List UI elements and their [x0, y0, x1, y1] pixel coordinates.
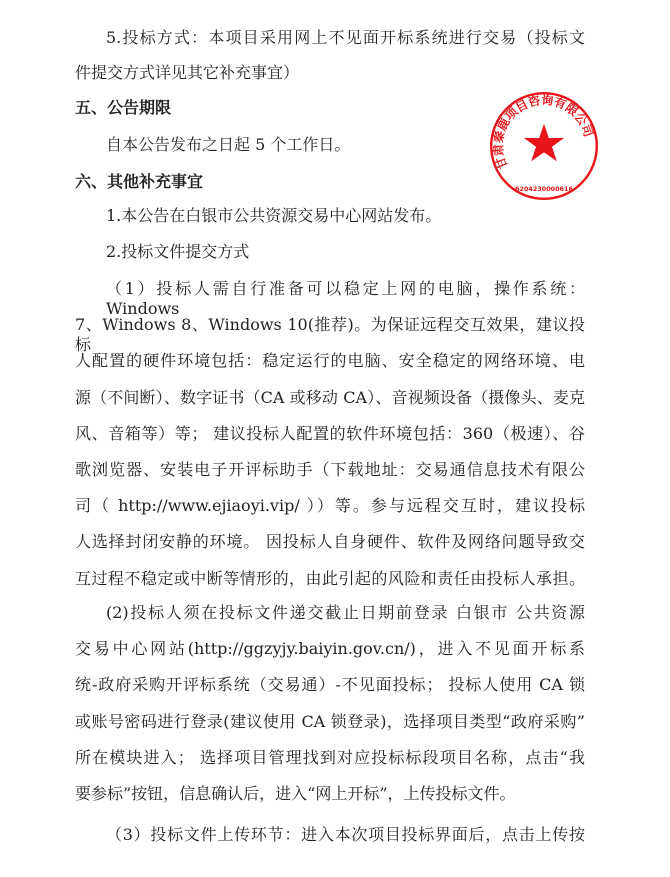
- para3-line: （3）投标文件上传环节：进入本次项目投标界面后，点击上传按: [106, 825, 585, 844]
- para2-line: 要参标”按钮，信息确认后，进入“网上开标”，上传投标文件。: [75, 784, 516, 803]
- para1-line: 司（ http://www.ejiaoyi.vip/ ））等。参与远程交互时，建议投标: [75, 496, 585, 516]
- seal-number: 6204230000616: [515, 184, 573, 193]
- para1-line: 人配置的硬件环境包括：稳定运行的电脑、安全稳定的网络环境、电: [75, 351, 585, 371]
- section5-heading: 五、公告期限: [75, 98, 172, 117]
- item5-line: 件提交方式详见其它补充事宜）: [75, 63, 300, 82]
- para2-line: (2)投标人须在投标文件递交截止日期前登录 白银市 公共资源: [106, 603, 585, 622]
- section6-heading: 六、其他补充事宜: [75, 172, 204, 191]
- s6-item2: 2.投标文件提交方式: [106, 242, 250, 261]
- para1-line: 7、Windows 8、Windows 10(推荐)。为保证远程交互效果，建议投标: [75, 315, 585, 355]
- para1-line: （1）投标人需自行准备可以稳定上网的电脑，操作系统：Windows: [106, 279, 585, 318]
- s6-item1: 1.本公告在白银市公共资源交易中心网站发布。: [106, 206, 442, 225]
- para2-line: 所在模块进入； 选择项目管理找到对应投标标段项目名称，点击“我: [75, 747, 585, 767]
- star-icon: [524, 124, 564, 162]
- para1-line: 人选择封闭安静的环境。 因投标人自身硬件、软件及网络问题导致交: [75, 532, 585, 552]
- item5-line: 5.投标方式：本项目采用网上不见面开标系统进行交易（投标文: [106, 28, 585, 47]
- para2-line: 或账号密码进行登录(建议使用 CA 锁登录)，选择项目类型“政府采购”: [75, 711, 585, 731]
- company-seal: [488, 90, 600, 202]
- para1-line: 风、音箱等）等； 建议投标人配置的软件环境包括：360（极速）、谷: [75, 423, 585, 443]
- para2-line: 交易中心网站(http://ggzyjy.baiyin.gov.cn/)，进入不见面开标系: [75, 639, 585, 659]
- seal-text: 甘肃秦鹿项目咨询有限公司: [491, 93, 596, 172]
- para1-line: 源（不间断）、数字证书（CA 或移动 CA）、音视频设备（摄像头、麦克: [75, 387, 585, 407]
- section5-body: 自本公告发布之日起 5 个工作日。: [106, 135, 351, 154]
- para1-line: 互过程不稳定或中断等情形的，由此引起的风险和责任由投标人承担。: [75, 568, 585, 588]
- para2-line: 统-政府采购开评标系统（交易通）-不见面投标； 投标人使用 CA 锁: [75, 675, 585, 695]
- para1-line: 歌浏览器、安装电子开评标助手（下载地址：交易通信息技术有限公: [75, 460, 585, 479]
